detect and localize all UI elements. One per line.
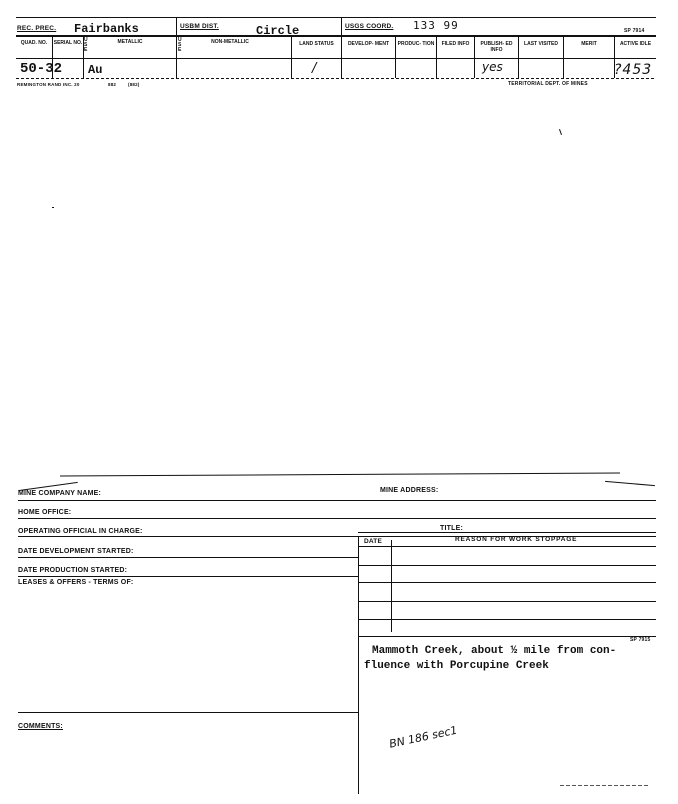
- bottom-smudge: [560, 785, 650, 786]
- date-col-label: DATE: [364, 538, 383, 545]
- col-active-idle: ACTIVE IDLE: [619, 41, 652, 47]
- divider-1: [176, 17, 177, 78]
- mine-address-label: MINE ADDRESS:: [380, 487, 439, 494]
- quad-serial-value: 50-32: [20, 61, 63, 77]
- table-rule-3: [358, 582, 656, 583]
- usbm-dist-label: USBM DIST.: [180, 23, 219, 30]
- printer-label: REMINGTON RAND INC. 20: [17, 82, 80, 87]
- col-quad-no: QUAD. NO.: [20, 40, 48, 46]
- published-info-value: yes: [482, 60, 503, 74]
- title-label: TITLE:: [440, 525, 463, 532]
- rule-home-office: [18, 518, 656, 519]
- active-idle-value: ?453: [614, 62, 653, 78]
- usgs-coord-value: 133 99: [413, 19, 459, 32]
- col-published-info: PUBLISH- ED INFO: [480, 41, 513, 53]
- col-merit: MERIT: [581, 41, 597, 47]
- date-development-label: DATE DEVELOPMENT STARTED:: [18, 548, 134, 555]
- form-number-top: SP 7914: [624, 28, 645, 34]
- handwritten-note: BN 186 sec1: [388, 723, 459, 751]
- table-rule-6: [358, 636, 656, 637]
- card-corner-right: [605, 481, 655, 486]
- metallic-value: Au: [88, 63, 103, 77]
- col-serial-no: SERIAL NO.: [53, 40, 83, 46]
- col-non-metallic: NON-METALLIC: [211, 39, 249, 45]
- printer-code-2: (882): [128, 82, 140, 87]
- col-development: DEVELOP- MENT: [347, 41, 390, 47]
- mine-company-label: MINE COMPANY NAME:: [18, 490, 102, 497]
- col-metallic: METALLIC: [117, 39, 143, 45]
- home-office-label: HOME OFFICE:: [18, 509, 72, 516]
- col-use-metallic: U S E: [84, 37, 88, 53]
- divider-2: [341, 17, 342, 78]
- printer-code: 882: [108, 82, 117, 87]
- card-top-edge: [60, 473, 620, 477]
- stray-mark: [559, 129, 562, 135]
- rule-company: [18, 500, 656, 501]
- col-production: PRODUC- TION: [397, 41, 435, 47]
- table-rule-4: [358, 601, 656, 602]
- col-use-nonmetallic: U S E: [178, 37, 182, 53]
- department-label: TERRITORIAL DEPT. OF MINES: [508, 81, 588, 87]
- rec-prec-label: REC. PREC.: [17, 25, 57, 32]
- rec-prec-value: Fairbanks: [74, 22, 139, 36]
- stray-dot: [52, 207, 54, 208]
- location-line-1: Mammoth Creek, about ½ mile from con-: [372, 645, 617, 657]
- comments-label: COMMENTS:: [18, 723, 63, 730]
- land-status-value: /: [312, 61, 317, 76]
- col-filed-info: FILED INFO: [441, 41, 470, 47]
- location-line-2: fluence with Porcupine Creek: [364, 660, 549, 672]
- leases-offers-label: LEASES & OFFERS - TERMS OF:: [18, 579, 134, 586]
- center-divider: [358, 536, 359, 794]
- usgs-coord-label: USGS COORD.: [345, 23, 394, 30]
- col-last-visited: LAST VISITED: [524, 41, 558, 47]
- rule-title: [358, 532, 656, 533]
- rule-development: [18, 557, 358, 558]
- reason-col-label: REASON FOR WORK STOPPAGE: [455, 536, 578, 543]
- top-rule: [16, 17, 656, 18]
- operating-official-label: OPERATING OFFICIAL IN CHARGE:: [18, 528, 143, 535]
- usbm-dist-value: Circle: [256, 24, 300, 38]
- rule-comments-top: [18, 712, 358, 713]
- date-production-label: DATE PRODUCTION STARTED:: [18, 567, 128, 574]
- row-top-rule: [16, 58, 656, 59]
- table-rule-5: [358, 619, 656, 620]
- row-bottom-rule: [16, 78, 656, 79]
- table-rule-2: [358, 565, 656, 566]
- form-number-bottom: SP 7915: [630, 637, 651, 643]
- table-rule-1: [358, 546, 656, 547]
- col-land-status: LAND STATUS: [299, 41, 334, 47]
- rule-production: [18, 576, 358, 577]
